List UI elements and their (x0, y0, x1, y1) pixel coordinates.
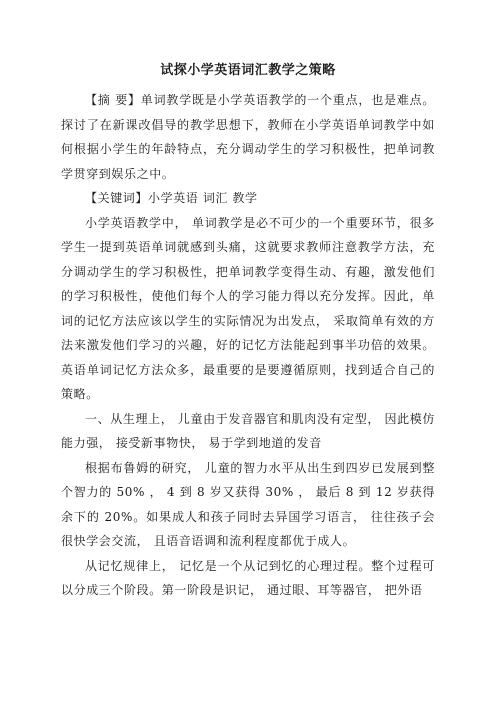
page-title: 试探小学英语词汇教学之策略 (160, 63, 336, 78)
intro-paragraph: 小学英语教学中， 单词教学是必不可少的一个重要环节，很多学生一提到英语单词就感到头痛，这就要求教师注意教学方法，充分调动学生的学习积极性，把单词教学变得生动、有趣，激发他们的学习积极性，使他们每个人的学习能力得以充分发挥。因此，单词的记忆方法应该以学生的实际情况为出发点， 采取简单有效的方法来激发他们学习的兴趣，好的记忆方法能起到事半功倍的效果。英语单词记忆方法众多，最重要的是要遵循原则，找到适合自己的策略。 (61, 215, 435, 401)
section-heading-physiology: 一、从生理上， 儿童由于发音器官和肌肉没有定型， 因此模仿能力强， 接受新事物快， 易于学到地道的发音 (61, 411, 435, 450)
article-body (61, 88, 435, 603)
memory-paragraph: 从记忆规律上， 记忆是一个从记到忆的心理过程。整个过程可以分成三个阶段。第一阶段是识记， 通过眼、耳等器官， 把外语 (61, 558, 435, 597)
research-paragraph: 根据布鲁姆的研究， 儿童的智力水平从出生到四岁已发展到整个智力的 50% ， 4 到 8 岁又获得 30% ， 最后 8 到 12 岁获得余下的 20%。如果成人和孩子同时去异国学习语言， 往往孩子会很快学会交流， 且语音语调和流利程度都优于成人。 (61, 460, 435, 548)
abstract-paragraph: 【摘 要】单词教学既是小学英语教学的一个重点，也是难点。探讨了在新课改倡导的教学思想下，教师在小学英语单词教学中如何根据小学生的年龄特点，充分调动学生的学习积极性，把单词教学贯穿到娱乐之中。 (61, 93, 435, 181)
keywords-paragraph: 【关键词】小学英语 词汇 教学 (85, 191, 258, 205)
